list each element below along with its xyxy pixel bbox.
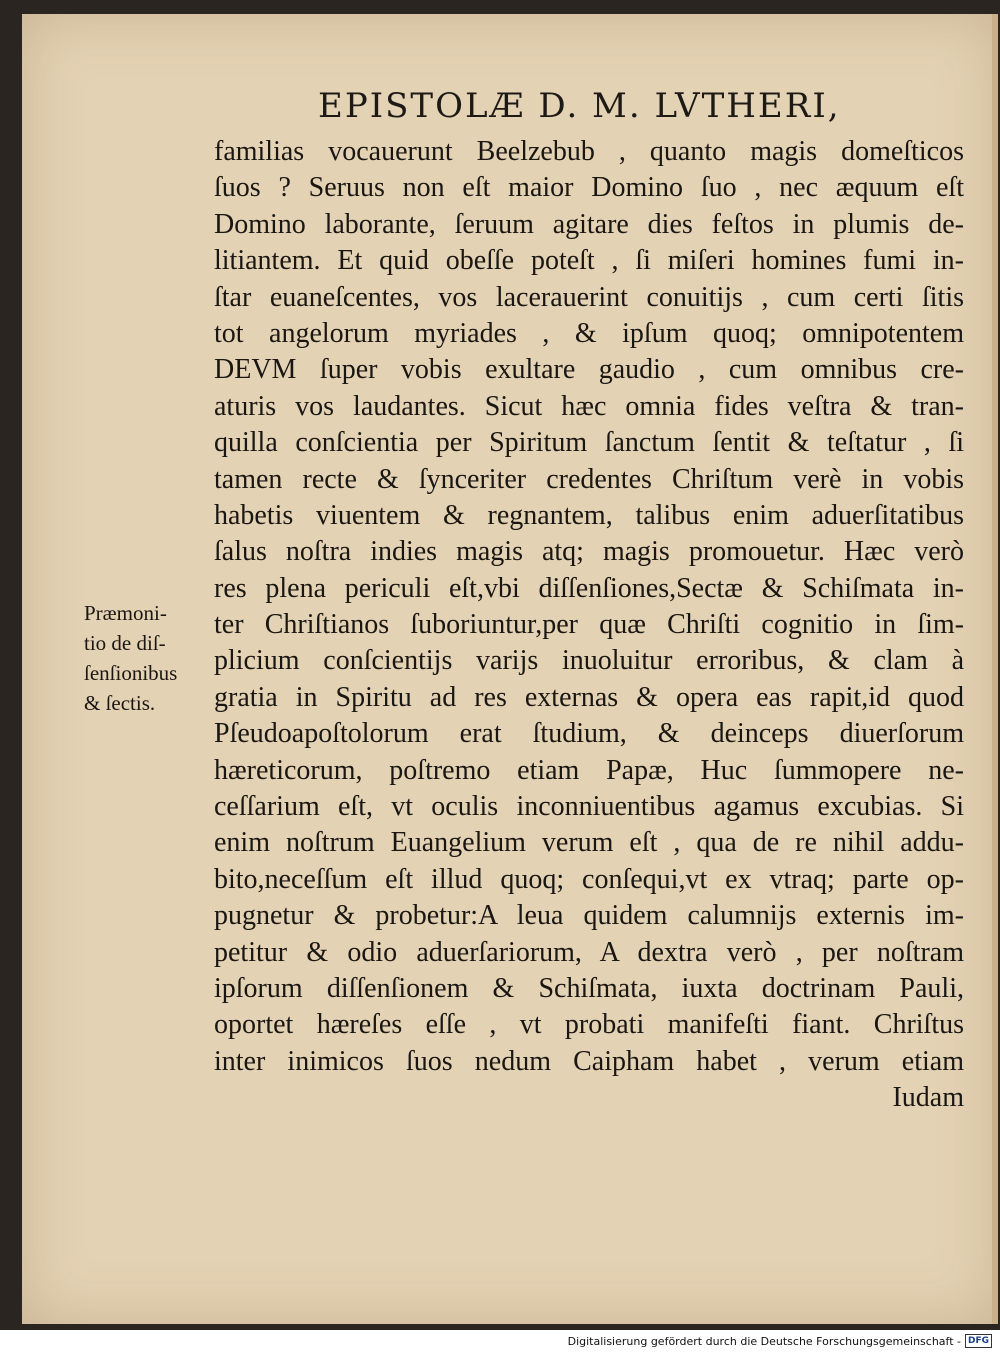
body-text [214, 134, 964, 1117]
page-edge [992, 14, 998, 1324]
text-line: gratia in Spiritu ad res externas & opera eas rapit,id quod [214, 681, 964, 713]
text-line: bito,neceſſum eſt illud quoq; conſequi,vt ex vtraq; parte op- [214, 863, 964, 895]
text-line: ſtar euaneſcentes, vos lacerauerint conuitijs , cum certi ſitis [214, 281, 964, 313]
text-line: res plena periculi eſt,vbi diſſenſiones,Sectæ & Schiſmata in- [214, 572, 964, 604]
margin-note-line: Præmoni- [84, 601, 167, 625]
text-line: petitur & odio aduerſariorum, A dextra verò , per noſtram [214, 936, 964, 968]
running-title: EPISTOLÆ D. M. LVTHERI, [318, 86, 841, 126]
text-line: quilla conſcientia per Spiritum ſanctum ſentit & teſtatur , ſi [214, 427, 964, 459]
text-line: tot angelorum myriades , & ipſum quoq; omnipotentem [214, 317, 964, 349]
credit-text: Digitalisierung gefördert durch die Deutsche Forschungsgemeinschaft - [567, 1334, 961, 1348]
text-line: ſuos ? Seruus non eſt maior Domino ſuo , nec æquum eſt [214, 172, 964, 204]
text-line: familias vocauerunt Beelzebub , quanto magis domeſticos [214, 136, 964, 167]
text-line: pugnetur & probetur:A leua quidem calumnijs externis im- [214, 900, 964, 932]
text-line: Pſeudoapoſtolorum erat ſtudium, & deinceps diuerſorum [214, 718, 964, 750]
text-line: plicium conſcientijs varijs inuoluitur erroribus, & clam à [214, 645, 964, 677]
text-line: oportet hæreſes eſſe , vt probati manifeſti fiant. Chriſtus [214, 1009, 964, 1041]
margin-note-line: & ſectis. [84, 691, 156, 715]
text-line: habetis viuentem & regnantem, talibus enim aduerſitatibus [214, 499, 964, 531]
catchword: Iudam [892, 1082, 964, 1114]
text-line: hæreticorum, poſtremo etiam Papæ, Huc ſummopere ne- [214, 754, 964, 786]
margin-note-line: tio de diſ- [84, 631, 166, 655]
text-line: ipſorum diſſenſionem & Schiſmata, iuxta doctrinam Pauli, [214, 972, 964, 1004]
digitization-credit [568, 1334, 992, 1348]
text-line: inter inimicos ſuos nedum Caipham habet , verum etiam [214, 1045, 964, 1077]
text-line: Domino laborante, ſeruum agitare dies feſtos in plumis de- [214, 208, 964, 240]
text-line: tamen recte & ſynceriter credentes Chriſtum verè in vobis [214, 463, 964, 495]
margin-note-line: ſenſionibus [84, 661, 178, 685]
text-line: aturis vos laudantes. Sicut hæc omnia fides veſtra & tran- [214, 390, 964, 422]
text-line: DEVM ſuper vobis exultare gaudio , cum omnibus cre- [214, 354, 964, 386]
text-line: enim noſtrum Euangelium verum eſt , qua de re nihil addu- [214, 827, 964, 859]
margin-note [84, 598, 224, 718]
dfg-logo: DFG [965, 1334, 992, 1348]
text-line: ceſſarium eſt, vt oculis inconniuentibus agamus excubias. Si [214, 791, 964, 823]
text-line: litiantem. Et quid obeſſe poteſt , ſi miſeri homines fumi in- [214, 245, 964, 277]
text-line: ter Chriſtianos ſuboriuntur,per quæ Chriſti cognitio in ſim- [214, 609, 964, 641]
text-line: ſalus noſtra indies magis atq; magis promouetur. Hæc verò [214, 536, 964, 568]
